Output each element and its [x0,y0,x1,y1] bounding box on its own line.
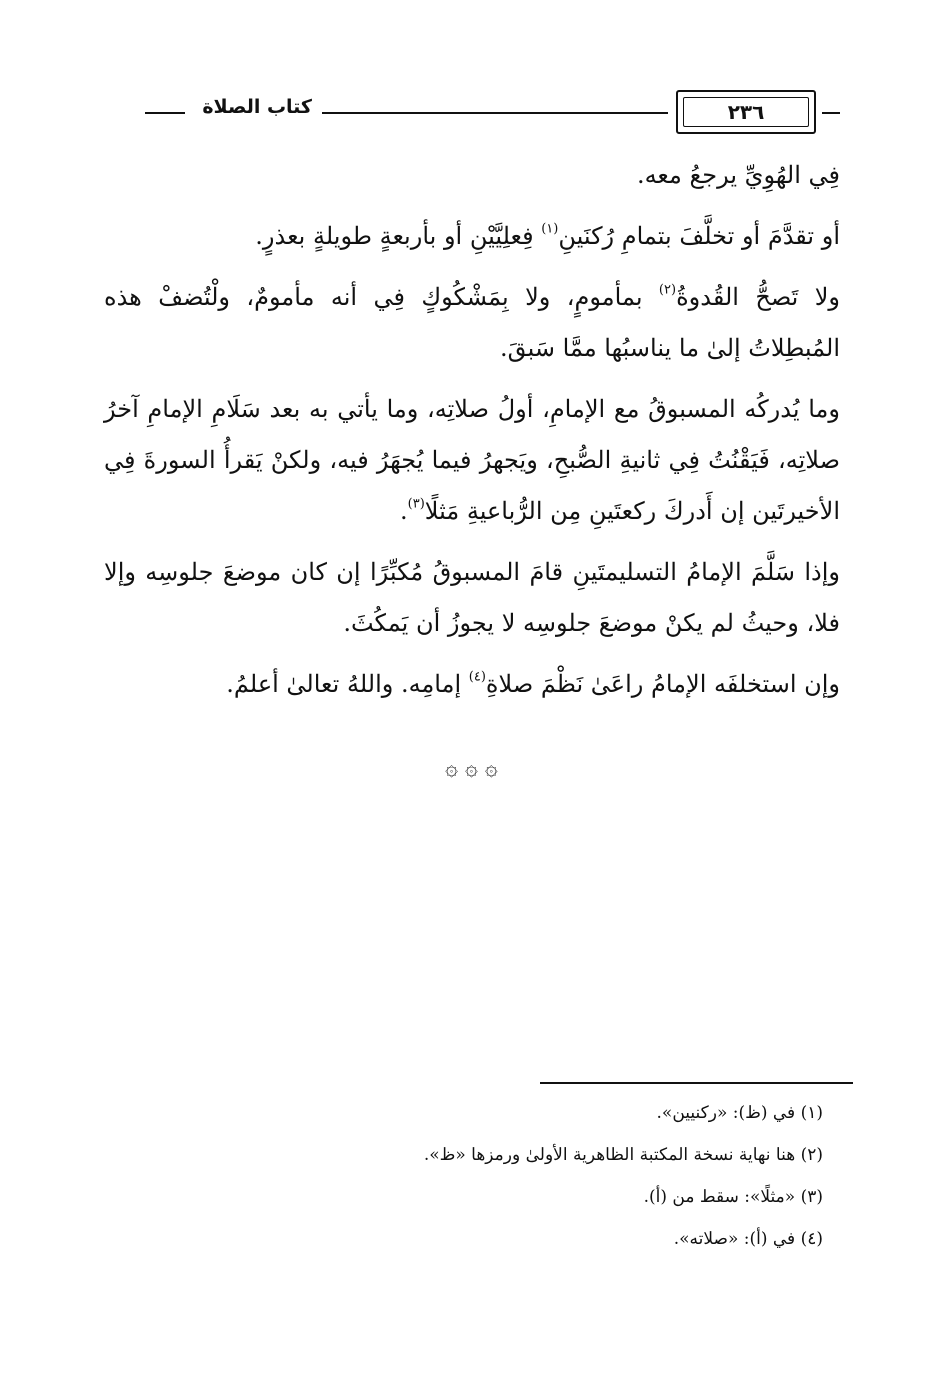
header-rule-left [145,112,185,114]
paragraph-6-text-after: إمامِه. واللهُ تعالىٰ أعلمُ. [226,670,469,698]
paragraph-5 [104,547,840,649]
footnote-ref-2[interactable]: (٢) [658,282,677,298]
header-rule-middle [322,112,668,114]
footnote-ref-3[interactable]: (٣) [407,496,425,512]
paragraph-2-text-after: فِعلِيَّيْنِ أو بأربعةٍ طويلةٍ بعذرٍ. [255,222,542,250]
paragraph-6-text: وإن استخلفَه الإمامُ راعَىٰ نَظْمَ صلاةِ [485,670,840,698]
paragraph-5-text: وإذا سَلَّمَ الإمامُ التسليمتَينِ قامَ المسبوقُ مُكبِّرًا إن كان موضعَ جلوسِه وإلا فلا، وحيثُ لم يكنْ موضعَ جلوسِه لا يجوزُ أن يَمكُثَ. [104,558,840,637]
paragraph-4-text-after: . [400,497,408,525]
paragraph-4 [104,384,840,537]
footnote-ref-1[interactable]: (١) [541,221,559,237]
page-header [100,86,840,142]
paragraph-2 [104,211,840,262]
paragraph-3-text-after: بمأمومٍ، ولا بِمَشْكُوكٍ فِي أنه مأمومٌ، ولْتُضفْ هذه المُبطِلاتُ إلىٰ ما يناسبُها ممَّا سَبقَ. [104,283,840,362]
header-rule-right [822,112,840,114]
paragraph-1 [104,150,840,201]
footnote-4: (٤) في (أ): «صلاته». [673,1229,823,1249]
section-end-ornaments: ۞ ۞ ۞ [445,756,498,781]
page-number: ٢٣٦ [727,100,765,124]
footnotes [203,1092,823,1260]
paragraph-6 [104,659,840,710]
footnote-ref-4[interactable]: (٤) [468,669,486,685]
paragraph-3 [104,272,840,374]
running-title: كتاب الصلاة [202,96,312,118]
footnote-3: (٣) «مثلًا»: سقط من (أ). [643,1187,823,1207]
main-text [104,150,840,710]
footnote-2: (٢) هنا نهاية نسخة المكتبة الظاهرية الأولىٰ ورمزها «ظ». [423,1145,823,1165]
footnote-separator [540,1082,853,1084]
page-number-frame [676,90,816,134]
paragraph-4-text: وما يُدركُه المسبوقُ مع الإمامِ، أولُ صلاتِه، وما يأتي به بعد سَلَامِ الإمامِ آخرُ صلاتِه، فَيَقْنُتُ فِي ثانيةِ الصُّبحِ، ويَجهرُ فيما يُجهَرُ فيه، ولكنْ يَقرأُ السورةَ فِي الأخيرتَين إن أَدركَ ركعتَينِ مِن الرُّباعيةِ مَثلًا [104,395,840,525]
paragraph-3-text: ولا تَصحُّ القُدوةُ [676,283,840,311]
footnote-1: (١) في (ظ): «ركنيين». [656,1103,823,1123]
paragraph-2-text: أو تقدَّمَ أو تخلَّفَ بتمامِ رُكنَينِ [558,222,840,250]
paragraph-1-text: فِي الهُوِيِّ يرجعُ معه. [636,161,840,189]
